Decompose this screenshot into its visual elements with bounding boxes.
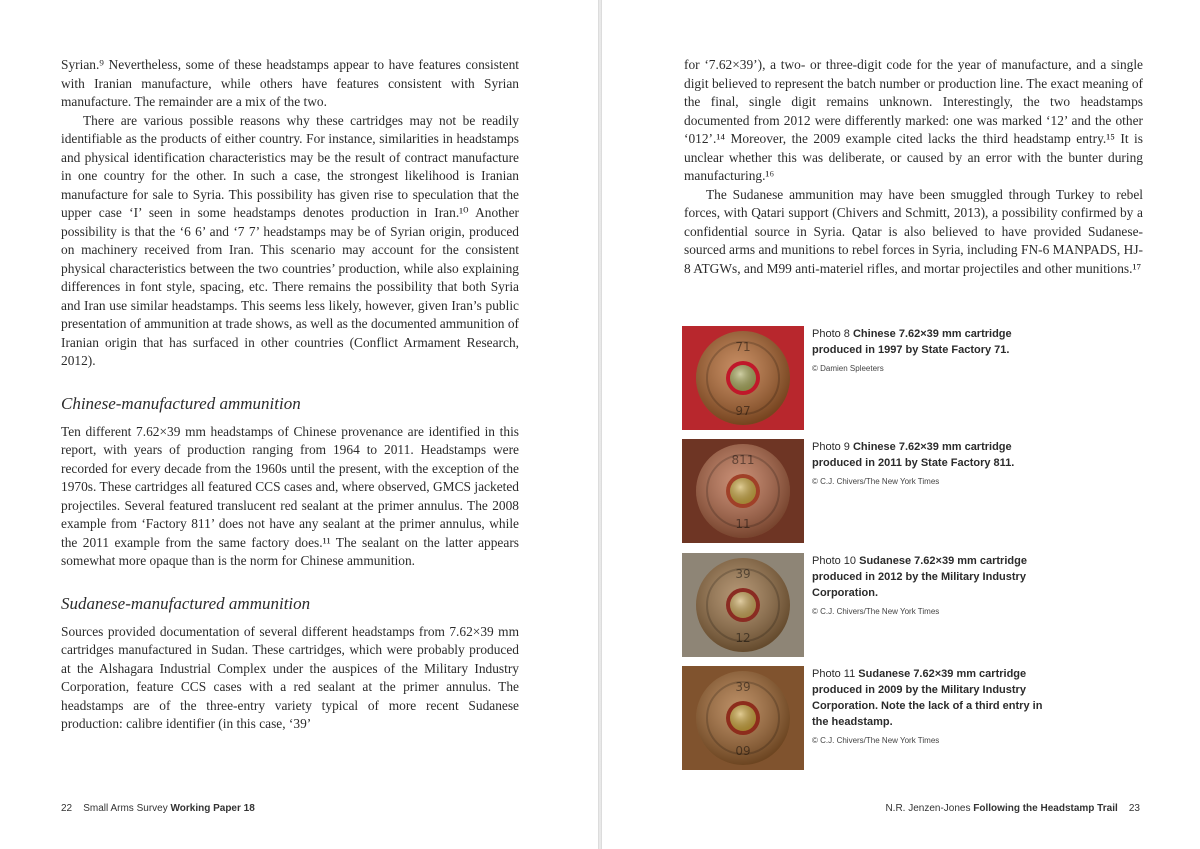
photo-credit: © C.J. Chivers/The New York Times	[812, 477, 940, 486]
cartridge-photo	[682, 326, 804, 430]
paragraph: Ten different 7.62×39 mm headstamps of Chinese provenance are identified in this report, with years of production ranging from 1964 to 2011. Headstamps were recorded for every decade from the 1960s until the present, with the exception of the 1970s. These cartridges all featured CCS cases and, where observed, GMCS jacketed projectiles. Several featured translucent red sealant at the primer annulus. The 2008 example from ‘Factory 811’ does not have any sealant at the primer annulus, while the 2011 example from the same factory does.¹¹ The sealant on the latter appears somewhat more opaque than is the norm for Chinese ammunition.	[61, 423, 519, 568]
footer-title: Following the Headstamp Trail	[973, 803, 1118, 814]
photo-number: Photo 9	[812, 441, 850, 453]
cartridge-photo	[682, 439, 804, 543]
headstamp-bottom-text: 11	[735, 517, 751, 531]
section-heading-chinese: Chinese-manufactured ammunition	[61, 393, 301, 413]
paragraph: for ‘7.62×39’), a two- or three-digit code for the year of manufacture, and a single digit believed to represent the batch number or production line. The exact meaning of the final, single digit remains unknown. Interestingly, the two headstamps documented from 2012 were differently marked: one was marked ‘12’ and the other ‘012’.¹⁴ Moreover, the 2009 example cited lacks the third headstamp entry.¹⁵ It is unclear whether this was deliberate, or caused by an error with the bunter during manufacturing.¹⁶	[684, 57, 1143, 183]
paragraph: Syrian.⁹ Nevertheless, some of these headstamps appear to have features consistent with Iranian manufacture, while others have features consistent with Syrian manufacture. The remainder are a mix of the two.	[61, 57, 519, 109]
headstamp-bottom-text: 97	[735, 404, 751, 418]
photo-number: Photo 8	[812, 328, 850, 340]
photo-title: Chinese 7.62×39 mm cartridge produced in 2011 by State Factory 811.	[812, 441, 1015, 469]
cartridge-photo	[682, 553, 804, 657]
footer-series: Small Arms Survey	[83, 803, 168, 814]
left-text-column	[61, 56, 519, 734]
footer-right	[885, 803, 1140, 814]
photo-figure	[682, 553, 1152, 657]
photo-figure	[682, 326, 1152, 430]
headstamp-top-text: 39	[735, 567, 751, 581]
cartridge-headstamp-image	[682, 326, 804, 430]
photo-caption	[812, 666, 1052, 746]
photo-figure	[682, 666, 1152, 770]
photo-number: Photo 11	[812, 668, 856, 680]
headstamp-top-text: 71	[735, 340, 751, 354]
cartridge-photo	[682, 666, 804, 770]
headstamp-bottom-text: 09	[735, 744, 751, 758]
headstamp-bottom-text: 12	[735, 631, 751, 645]
page-number: 23	[1128, 803, 1140, 814]
footer-title: Working Paper 18	[170, 803, 255, 814]
photo-title: Sudanese 7.62×39 mm cartridge produced in 2012 by the Military Industry Corporation.	[812, 555, 1027, 599]
photo-credit: © C.J. Chivers/The New York Times	[812, 607, 940, 616]
photo-caption	[812, 553, 1052, 617]
photo-caption	[812, 439, 1052, 487]
footer-author: N.R. Jenzen-Jones	[885, 803, 971, 814]
page-number: 22	[61, 803, 73, 814]
photo-credit: © Damien Spleeters	[812, 364, 884, 373]
cartridge-headstamp-image	[682, 666, 804, 770]
photo-title: Sudanese 7.62×39 mm cartridge produced in 2009 by the Military Industry Corporation. Note the lack of a third entry in the headstamp.	[812, 668, 1043, 728]
left-page	[0, 0, 598, 849]
headstamp-top-text: 811	[731, 453, 755, 467]
photo-title: Chinese 7.62×39 mm cartridge produced in 1997 by State Factory 71.	[812, 328, 1012, 356]
headstamp-top-text: 39	[735, 680, 751, 694]
photo-caption	[812, 326, 1052, 374]
paragraph: There are various possible reasons why these cartridges may not be readily identifiable as the products of either country. For instance, similarities in headstamps and physical identification characteristics may be the result of contract manufacture in one country for the other. In such a case, the strongest likelihood is Iranian manufacture for sale to Syria. This possibility has given rise to speculation that the upper case ‘I’ seen in some headstamps denotes production in Iran.¹⁰ Another possibility is that the ‘6 6’ and ‘7 7’ headstamps may be of Syrian origin, produced on machinery received from Iran. This scenario may account for the consistent physical characteristics between the two countries’ production, while also explaining differences in font style, spacing, etc. There remains the possibility that both Syria and Iran use similar headstamps. This seems less likely, however, given Iran’s public presentation of ammunition at trade shows, as well as the documented ammunition of Iranian origin that has surfaced in other countries (Conflict Armament Research, 2012).	[61, 112, 519, 368]
cartridge-headstamp-image	[682, 553, 804, 657]
paragraph: Sources provided documentation of several different headstamps from 7.62×39 mm cartridges manufactured in Sudan. These cartridges, which were probably produced at the Alshagara Industrial Complex under the auspices of the Military Industry Corporation, feature CCS cases with a red sealant at the primer annulus. The headstamps are of the three-entry variety typical of more recent Sudanese production: calibre identifier (in this case, ‘39’	[61, 623, 519, 731]
footer-left	[61, 803, 255, 814]
right-text-column	[684, 56, 1143, 278]
cartridge-headstamp-image	[682, 439, 804, 543]
photo-number: Photo 10	[812, 555, 857, 567]
photo-figure	[682, 439, 1152, 543]
paragraph: The Sudanese ammunition may have been smuggled through Turkey to rebel forces, with Qatari support (Chivers and Schmitt, 2013), a possibility confirmed by a confidential source in Syria. Qatar is also believed to have provided Sudanese-sourced arms and munitions to rebel forces in Syria, including FN-6 MANPADS, HJ-8 ATGWs, and M99 anti-materiel rifles, and mortar projectiles and other munitions.¹⁷	[684, 186, 1143, 276]
right-page	[602, 0, 1200, 849]
section-heading-sudanese: Sudanese-manufactured ammunition	[61, 593, 311, 613]
photo-credit: © C.J. Chivers/The New York Times	[812, 736, 940, 745]
